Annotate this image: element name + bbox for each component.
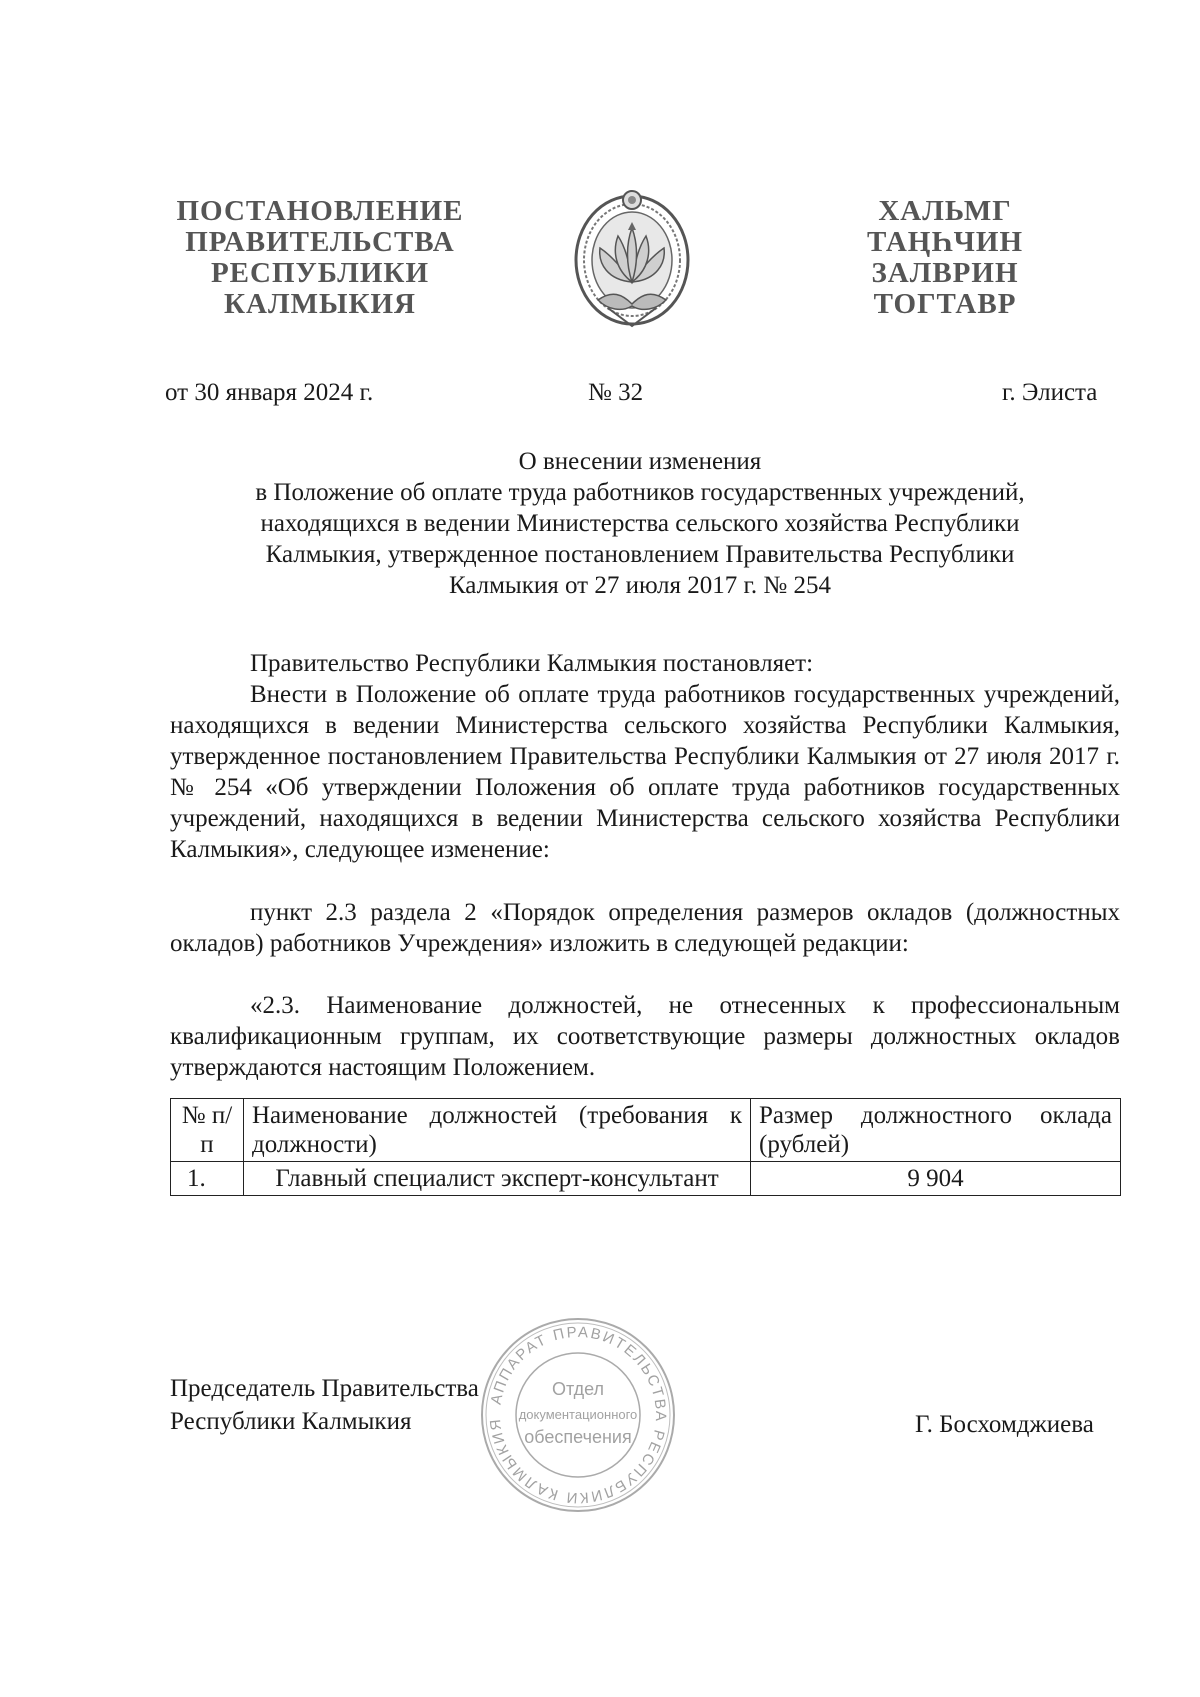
salary-table bbox=[170, 1098, 1121, 1196]
table-row bbox=[171, 1162, 1121, 1196]
table-header-cell: Размер должностного оклада (рублей) bbox=[751, 1099, 1121, 1162]
body-paragraph-2: пункт 2.3 раздела 2 «Порядок определения размеров окладов (должностных окладов) работников Учреждения» изложить в следующей редакции: bbox=[170, 899, 1120, 957]
table-header-cell: № п/п bbox=[171, 1099, 244, 1162]
signature-title-line: Республики Калмыкия bbox=[170, 1408, 412, 1435]
stamp-center-line: обеспечения bbox=[524, 1427, 632, 1447]
signature-title-line: Председатель Правительства bbox=[170, 1375, 479, 1402]
title-line: Калмыкия, утвержденное постановлением Правительства Республики bbox=[265, 541, 1015, 568]
title-line: находящихся в ведении Министерства сельского хозяйства Республики bbox=[260, 510, 1020, 537]
stamp-center-line: Отдел bbox=[551, 1379, 605, 1399]
coat-of-arms-icon bbox=[568, 182, 696, 334]
table-cell: 9 904 bbox=[751, 1162, 1121, 1196]
title-line: Калмыкия от 27 июля 2017 г. № 254 bbox=[448, 572, 832, 599]
document-city: г. Элиста bbox=[1002, 379, 1098, 406]
header-right-line: ТОГТАВР bbox=[873, 288, 1017, 320]
signature-title bbox=[170, 1372, 479, 1438]
document-date: от 30 января 2024 г. bbox=[165, 379, 374, 406]
header-left-line: ПОСТАНОВЛЕНИЕ bbox=[176, 195, 464, 227]
document-number: № 32 bbox=[588, 379, 644, 406]
body-paragraph-1: Внести в Положение об оплате труда работников государственных учреждений, находящихся в ведении Министерства сельского хозяйства Республики Калмыкия, утвержденное постановлением Правительства Республики Калмыкия от 27 июля 2017 г. № 254 «Об утверждении Положения об оплате труда работников государственных учреждений, находящихся в ведении Министерства сельского хозяйства Республики Калмыкия», следующее изменение: bbox=[170, 681, 1120, 863]
title-line: в Положение об оплате труда работников государственных учреждений, bbox=[255, 479, 1025, 506]
stamp-ring-text: АППАРАТ ПРАВИТЕЛЬСТВА РЕСПУБЛИКИ КАЛМЫКИЯ bbox=[486, 1323, 670, 1507]
table-header-row bbox=[171, 1099, 1121, 1162]
header-right-line: ТАҢҺЧИН bbox=[866, 226, 1024, 258]
table-header-cell: Наименование должностей (требования к должности) bbox=[244, 1099, 751, 1162]
official-stamp bbox=[478, 1315, 678, 1515]
body-intro: Правительство Республики Калмыкия постановляет: bbox=[250, 650, 814, 677]
header-left-line: КАЛМЫКИЯ bbox=[224, 288, 416, 320]
stamp-center-line: документационного bbox=[518, 1407, 638, 1422]
header-left bbox=[160, 196, 480, 320]
header-right bbox=[820, 196, 1070, 320]
document-title bbox=[160, 446, 1120, 601]
header-left-line: РЕСПУБЛИКИ bbox=[210, 257, 430, 289]
table-cell: Главный специалист эксперт-консультант bbox=[244, 1162, 751, 1196]
body-paragraph-3: «2.3. Наименование должностей, не отнесенных к профессиональным квалификационным группам, их соответствующие размеры должностных окладов утверждаются настоящим Положением. bbox=[170, 992, 1120, 1081]
table-cell: 1. bbox=[171, 1162, 244, 1196]
signature-name: Г. Босхомджиева bbox=[915, 1411, 1094, 1438]
header-left-line: ПРАВИТЕЛЬСТВА bbox=[185, 226, 455, 258]
title-line: О внесении изменения bbox=[518, 448, 762, 475]
header-right-line: ЗАЛВРИН bbox=[871, 257, 1019, 289]
header-right-line: ХАЛЬМГ bbox=[878, 195, 1012, 227]
